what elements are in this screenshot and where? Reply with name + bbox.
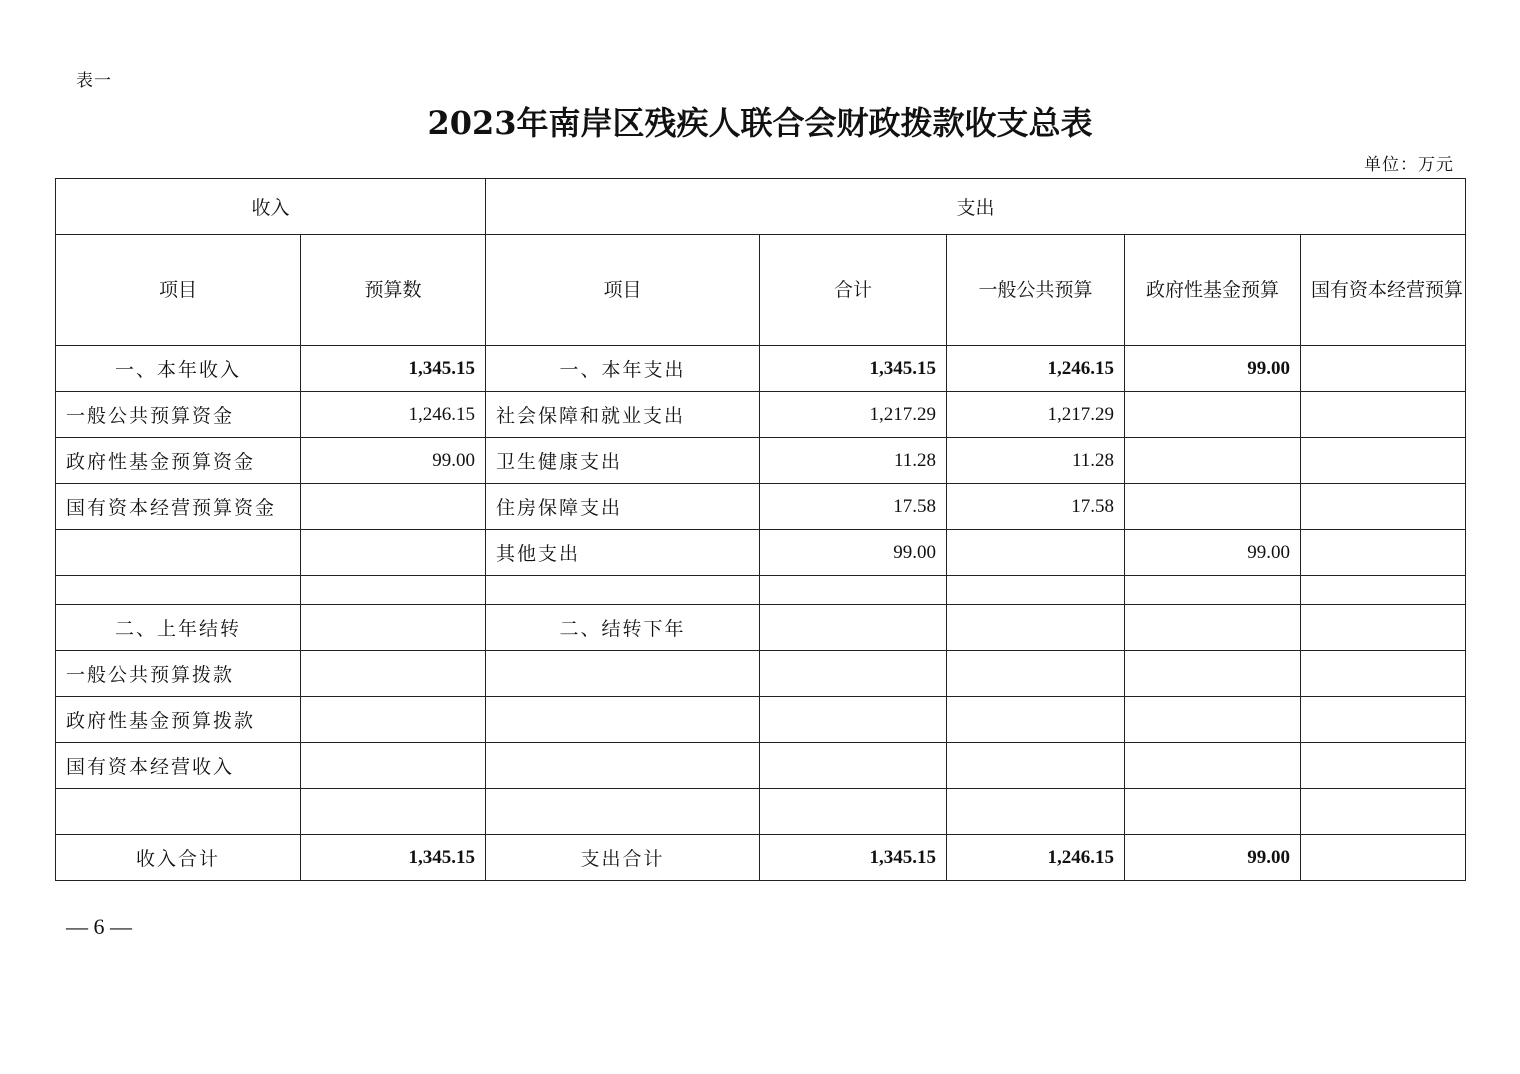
expense-item-cell: 住房保障支出	[486, 484, 760, 530]
state-capital-cell	[1301, 346, 1466, 392]
table-row	[56, 743, 1466, 789]
expense-item-cell: 卫生健康支出	[486, 438, 760, 484]
column-header-row	[56, 235, 1466, 346]
state-capital-cell	[1301, 697, 1466, 743]
page-number: — 6 —	[66, 914, 132, 939]
expense-item-header: 项目	[486, 235, 760, 346]
income-item-header: 项目	[56, 235, 301, 346]
expense-header: 支出	[486, 179, 1466, 235]
total-cell: 1,217.29	[760, 392, 947, 438]
income-item-cell: 国有资本经营收入	[56, 743, 301, 789]
page-title: 2023年南岸区残疾人联合会财政拨款收支总表	[427, 104, 1093, 142]
expense-item-cell	[486, 697, 760, 743]
income-amount-cell	[301, 576, 486, 605]
income-item-cell: 一、本年收入	[56, 346, 301, 392]
state-capital-cell	[1301, 438, 1466, 484]
general-cell	[947, 530, 1125, 576]
general-cell: 11.28	[947, 438, 1125, 484]
table-row	[56, 530, 1466, 576]
income-item-cell: 政府性基金预算资金	[56, 438, 301, 484]
gov-fund-cell	[1125, 789, 1301, 835]
state-capital-cell	[1301, 605, 1466, 651]
table-row	[56, 392, 1466, 438]
general-cell	[947, 697, 1125, 743]
expense-item-cell	[486, 789, 760, 835]
general-cell: 1,246.15	[947, 346, 1125, 392]
state-capital-cell	[1301, 530, 1466, 576]
total-cell: 1,345.15	[760, 346, 947, 392]
state-capital-cell	[1301, 576, 1466, 605]
table-row	[56, 789, 1466, 835]
income-amount-cell	[301, 743, 486, 789]
expense-item-cell	[486, 576, 760, 605]
income-item-cell: 政府性基金预算拨款	[56, 697, 301, 743]
total-cell	[760, 651, 947, 697]
state-capital-cell	[1301, 743, 1466, 789]
income-item-cell: 二、上年结转	[56, 605, 301, 651]
general-cell	[947, 576, 1125, 605]
income-item-cell: 一般公共预算拨款	[56, 651, 301, 697]
income-amount-cell	[301, 697, 486, 743]
expense-item-cell: 二、结转下年	[486, 605, 760, 651]
gov-fund-header: 政府性基金预算	[1125, 235, 1301, 346]
expense-item-cell: 其他支出	[486, 530, 760, 576]
state-capital-cell	[1301, 789, 1466, 835]
income-amount-cell: 1,246.15	[301, 392, 486, 438]
gov-fund-cell: 99.00	[1125, 835, 1301, 881]
table-row	[56, 438, 1466, 484]
unit-label: 单位：万元	[1364, 155, 1454, 175]
expense-item-cell	[486, 743, 760, 789]
income-amount-cell	[301, 789, 486, 835]
general-budget-header: 一般公共预算	[947, 235, 1125, 346]
table-row	[56, 697, 1466, 743]
table-row	[56, 576, 1466, 605]
income-item-cell	[56, 789, 301, 835]
general-cell	[947, 789, 1125, 835]
total-row	[56, 835, 1466, 881]
expense-total-label: 支出合计	[486, 835, 760, 881]
income-amount-cell	[301, 484, 486, 530]
state-capital-cell	[1301, 484, 1466, 530]
section-header-row	[56, 179, 1466, 235]
income-total-label: 收入合计	[56, 835, 301, 881]
income-budget-header: 预算数	[301, 235, 486, 346]
table-row	[56, 346, 1466, 392]
total-cell	[760, 743, 947, 789]
expense-item-cell: 一、本年支出	[486, 346, 760, 392]
income-item-cell: 一般公共预算资金	[56, 392, 301, 438]
total-cell: 99.00	[760, 530, 947, 576]
gov-fund-cell	[1125, 605, 1301, 651]
total-cell: 11.28	[760, 438, 947, 484]
income-header: 收入	[56, 179, 486, 235]
total-cell	[760, 697, 947, 743]
income-amount-cell: 99.00	[301, 438, 486, 484]
gov-fund-cell	[1125, 576, 1301, 605]
state-capital-header: 国有资本经营预算	[1301, 235, 1466, 346]
general-cell: 1,217.29	[947, 392, 1125, 438]
state-capital-cell	[1301, 835, 1466, 881]
page-label: 表一	[76, 71, 112, 91]
gov-fund-cell	[1125, 697, 1301, 743]
table-row	[56, 651, 1466, 697]
total-cell: 1,345.15	[760, 835, 947, 881]
general-cell	[947, 605, 1125, 651]
gov-fund-cell	[1125, 651, 1301, 697]
gov-fund-cell	[1125, 392, 1301, 438]
income-total-cell: 1,345.15	[301, 835, 486, 881]
gov-fund-cell: 99.00	[1125, 530, 1301, 576]
income-amount-cell	[301, 530, 486, 576]
income-amount-cell	[301, 605, 486, 651]
total-cell: 17.58	[760, 484, 947, 530]
total-cell	[760, 605, 947, 651]
general-cell	[947, 651, 1125, 697]
total-header: 合计	[760, 235, 947, 346]
income-item-cell	[56, 530, 301, 576]
income-item-cell	[56, 576, 301, 605]
expense-item-cell	[486, 651, 760, 697]
gov-fund-cell	[1125, 484, 1301, 530]
income-amount-cell	[301, 651, 486, 697]
general-cell	[947, 743, 1125, 789]
expense-item-cell: 社会保障和就业支出	[486, 392, 760, 438]
total-cell	[760, 576, 947, 605]
total-cell	[760, 789, 947, 835]
gov-fund-cell	[1125, 743, 1301, 789]
gov-fund-cell	[1125, 438, 1301, 484]
state-capital-cell	[1301, 651, 1466, 697]
general-cell: 17.58	[947, 484, 1125, 530]
budget-table	[55, 178, 1466, 881]
gov-fund-cell: 99.00	[1125, 346, 1301, 392]
table-row	[56, 484, 1466, 530]
table-row	[56, 605, 1466, 651]
income-amount-cell: 1,345.15	[301, 346, 486, 392]
income-item-cell: 国有资本经营预算资金	[56, 484, 301, 530]
general-cell: 1,246.15	[947, 835, 1125, 881]
state-capital-cell	[1301, 392, 1466, 438]
